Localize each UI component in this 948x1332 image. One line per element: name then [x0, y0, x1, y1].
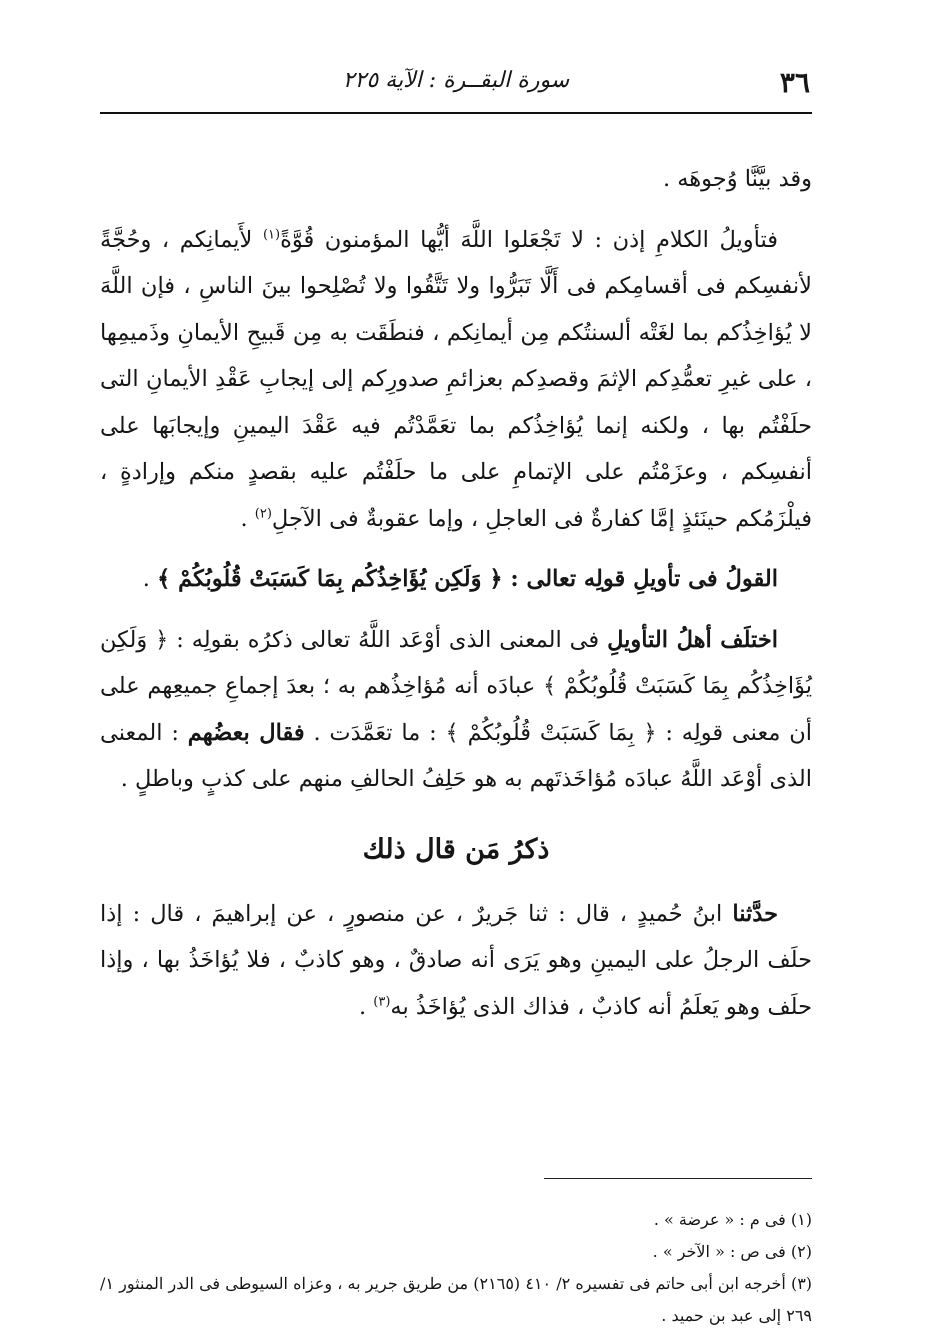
paragraph-2 [100, 217, 812, 543]
footnote-1: (١) فى م : « عرضة » . [653, 1210, 812, 1229]
page-header [100, 60, 812, 112]
isnad-lead: حدَّثنا [732, 900, 778, 927]
running-title: سورة البقــرة : الآية ٢٢٥ [342, 68, 570, 93]
paragraph-5-end: . [358, 993, 374, 1020]
paragraph-2-end: . [240, 505, 255, 532]
paragraph-5-text: ابنُ حُميدٍ ، قال : ثنا جَريرٌ ، عن منصورٍ ، عن إبراهيمَ ، قال : إذا حلَف الرجلُ على اليمينِ وهو يَرَى أنه صادقٌ ، وهو كاذبٌ ، فلا يُؤاخَذُ بها ، وإذا حلَف وهو يَعلَمُ أنه كاذبٌ ، فذاك الذى يُؤاخَذُ به [100, 900, 812, 1020]
paragraph-4-lead: اختلَف أهلُ التأويلِ [607, 626, 778, 653]
paragraph-4-text-c: : ما تعَمَّدَت . [304, 719, 446, 746]
section-heading: ذكرُ مَن قال ذلك [362, 833, 550, 865]
quran-verse: ﴿ وَلَكِن يُؤَاخِذُكُم بِمَا كَسَبَتْ قُلُوبُكُمْ ﴾ [157, 566, 503, 592]
paragraph-4-text-d: : المعنى الذى أوْعَد اللَّهُ عبادَه مُؤاخَذتَهم به هو حَلِفُ الحالفِ منهم على كذبٍ وباطلٍ . [100, 719, 812, 792]
footnote-ref-3: (٣) [373, 994, 391, 1009]
commentary-heading-end: . [142, 566, 158, 592]
quran-verse: ﴿ بِمَا كَسَبَتْ قُلُوبُكُمْ ﴾ [445, 719, 657, 746]
quran-verse: ﴿ وَلَكِن يُؤَاخِذُكُم بِمَا كَسَبَتْ قُلُوبُكُمْ ﴾ [100, 626, 812, 699]
paragraph-1-text: وقد بيَّنَّا وُجوهَه . [662, 166, 812, 192]
paragraph-4-bold: فقال بعضُهم [187, 719, 305, 746]
page-number: ٣٦ [779, 66, 810, 99]
footnote-ref-2: (٢) [254, 506, 272, 521]
paragraph-4-text-a: فى المعنى الذى أوْعَد اللَّهُ تعالى ذكرُه بقولِه : [168, 626, 608, 653]
footnote-ref-1: (١) [262, 227, 281, 242]
book-page [100, 60, 813, 1325]
footnotes [100, 1204, 812, 1332]
paragraph-1 [100, 156, 812, 203]
spacer [100, 542, 812, 556]
paragraph-4-text-b: عبادَه أنه مُؤاخِذُهم به ؛ بعدَ إجماعِ جميعِهم على أن معنى قولِه : [100, 673, 812, 746]
footnote-2: (٢) فى ص : « الآخر » . [652, 1242, 812, 1261]
paragraph-2-text-a: فتأويلُ الكلامِ إذن : لا تَجْعَلوا اللَّهَ أيُّها المؤمنون قُوَّةً [280, 226, 779, 253]
spacer [100, 603, 812, 617]
footnote-rule [544, 1178, 812, 1179]
main-text [100, 156, 812, 1030]
commentary-heading [100, 556, 812, 603]
spacer [100, 203, 812, 217]
commentary-heading-label: القولُ فى تأويلِ قولِه تعالى : [502, 566, 778, 592]
header-rule [100, 112, 812, 114]
paragraph-2-text-b: لأَيمانِكم ، وحُجَّةً لأنفسِكم فى أقسامِكم فى أَلَّا تَبَرُّوا ولا تَتَّقُوا ولا تُصْلِحوا بينَ الناسِ ، فإن اللَّهَ لا يُؤاخِذُكم بما لغَتْه ألسنتُكم مِن أيمانِكم ، فنطَقَت به مِن قَبيحِ الأيمانِ وذَميمِها ، على غيرِ تعمُّدِكم الإثمَ وقصدِكم بعزائمِ صدورِكم إلى إيجابِ عَقْدِ الأيمانِ التى حلَفْتُم بها ، ولكنه إنما يُؤاخِذُكم بما تعَمَّدْتُم فيه عَقْدَ اليمينِ وإيجابَها على أنفسِكم ، وعزَمْتُم على الإتمامِ على ما حلَفْتُم عليه بقصدٍ منكم وإرادةٍ ، فيلْزَمُكم حينَئذٍ إمَّا كفارةٌ فى العاجلِ ، وإما عقوبةٌ فى الآجلِ [100, 226, 812, 532]
footnote-3: (٣) أخرجه ابن أبى حاتم فى تفسيره ٢/ ٤١٠ (٢١٦٥) من طريق جرير به ، وعزاه السيوطى فى الدر المنثور ١/ ٢٦٩ إلى عبد بن حميد . [100, 1274, 813, 1325]
paragraph-4 [100, 617, 812, 803]
paragraph-5 [100, 891, 812, 1031]
